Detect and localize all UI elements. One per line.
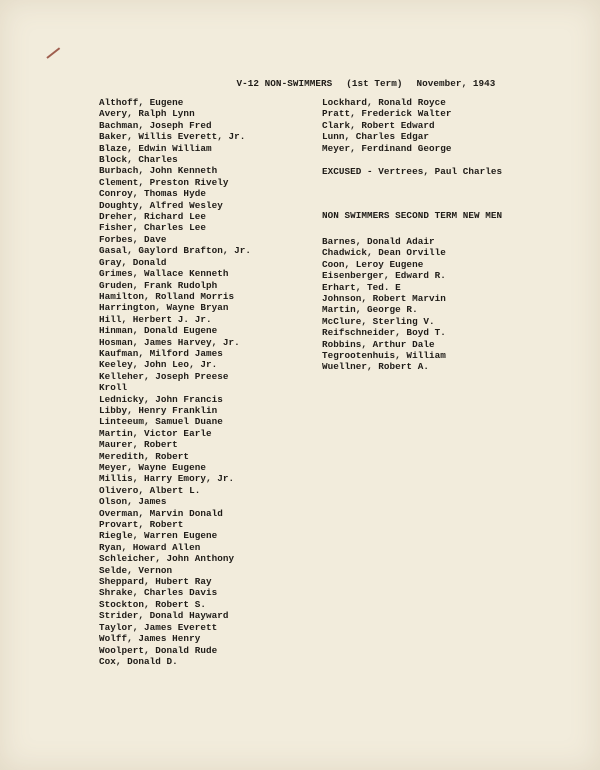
list-item: Riegle, Warren Eugene bbox=[99, 530, 218, 542]
list-item: Hosman, James Harvey, Jr. bbox=[99, 336, 240, 348]
list-item: Olson, James bbox=[99, 496, 167, 508]
list-item: Grimes, Wallace Kenneth bbox=[99, 268, 229, 280]
list-item: Wuellner, Robert A. bbox=[322, 361, 429, 373]
list-item: Hinman, Donald Eugene bbox=[99, 325, 218, 337]
list-item: Robbins, Arthur Dale bbox=[322, 338, 435, 350]
header-term: (1st Term) bbox=[346, 78, 403, 89]
first-term-list-left bbox=[99, 97, 251, 667]
list-item: Maurer, Robert bbox=[99, 439, 178, 451]
list-item: Bachman, Joseph Fred bbox=[99, 119, 212, 131]
list-item: Gasal, Gaylord Brafton, Jr. bbox=[99, 245, 251, 257]
list-item: Pratt, Frederick Walter bbox=[322, 108, 452, 120]
list-item: Hill, Herbert J. Jr. bbox=[99, 313, 212, 325]
list-item: Eisenberger, Edward R. bbox=[322, 270, 446, 282]
pencil-mark bbox=[46, 47, 60, 58]
list-item: Shrake, Charles Davis bbox=[99, 587, 218, 599]
list-item: Selde, Vernon bbox=[99, 564, 173, 576]
list-item: Erhart, Ted. E bbox=[322, 281, 401, 293]
list-item: Lockhard, Ronald Royce bbox=[322, 97, 446, 108]
excused-note: EXCUSED - Vertrees, Paul Charles bbox=[322, 166, 503, 177]
list-item: Clark, Robert Edward bbox=[322, 119, 435, 131]
list-item: Johnson, Robert Marvin bbox=[322, 293, 446, 305]
list-item: McClure, Sterling V. bbox=[322, 315, 435, 327]
list-item: Hamilton, Rolland Morris bbox=[99, 290, 235, 302]
list-item: Cox, Donald D. bbox=[99, 655, 178, 667]
list-item: Burbach, John Kenneth bbox=[99, 165, 218, 177]
list-item: Barnes, Donald Adair bbox=[322, 236, 435, 247]
list-item: Woolpert, Donald Rude bbox=[99, 644, 218, 656]
list-item: Lednicky, John Francis bbox=[99, 393, 223, 405]
list-item: Clement, Preston Rively bbox=[99, 176, 229, 188]
list-item: Doughty, Alfred Wesley bbox=[99, 199, 223, 211]
list-item: Wolff, James Henry bbox=[99, 633, 201, 645]
header-date: November, 1943 bbox=[416, 78, 496, 89]
list-item: Block, Charles bbox=[99, 154, 178, 166]
list-item: Forbes, Dave bbox=[99, 233, 167, 245]
list-item: Provart, Robert bbox=[99, 519, 184, 531]
first-term-list-right bbox=[322, 97, 451, 154]
list-item: Meyer, Wayne Eugene bbox=[99, 462, 206, 473]
second-term-heading: NON SWIMMERS SECOND TERM NEW MEN bbox=[322, 210, 503, 221]
header-title: V-12 NON-SWIMMERS bbox=[236, 78, 333, 89]
list-item: Dreher, Richard Lee bbox=[99, 211, 206, 223]
list-item: Tegrootenhuis, William bbox=[322, 350, 446, 362]
list-item: Keeley, John Leo, Jr. bbox=[99, 359, 218, 371]
list-item: Taylor, James Everett bbox=[99, 621, 218, 633]
list-item: Gray, Donald bbox=[99, 256, 167, 268]
list-item: Overman, Marvin Donald bbox=[99, 507, 223, 519]
list-item: Millis, Harry Emory, Jr. bbox=[99, 473, 235, 485]
list-item: Linteeum, Samuel Duane bbox=[99, 416, 223, 428]
list-item: Chadwick, Dean Orville bbox=[322, 247, 446, 259]
list-item: Libby, Henry Franklin bbox=[99, 404, 218, 416]
list-item: Schleicher, John Anthony bbox=[99, 553, 235, 565]
list-item: Meredith, Robert bbox=[99, 450, 190, 462]
document-header bbox=[214, 67, 495, 100]
list-item: Stockton, Robert S. bbox=[99, 598, 206, 610]
list-item: Baker, Willis Everett, Jr. bbox=[99, 131, 246, 143]
list-item: Blaze, Edwin William bbox=[99, 142, 212, 154]
list-item: Martin, George R. bbox=[322, 304, 418, 316]
list-item: Kelleher, Joseph Preese bbox=[99, 370, 229, 382]
list-item: Meyer, Ferdinand George bbox=[322, 142, 452, 154]
list-item: Althoff, Eugene bbox=[99, 97, 184, 108]
list-item: Gruden, Frank Rudolph bbox=[99, 279, 218, 291]
list-item: Harrington, Wayne Bryan bbox=[99, 302, 229, 314]
list-item: Coon, Leroy Eugene bbox=[322, 258, 424, 270]
list-item: Conroy, Thomas Hyde bbox=[99, 188, 206, 200]
list-item: Avery, Ralph Lynn bbox=[99, 108, 195, 120]
list-item: Martin, Victor Earle bbox=[99, 427, 212, 439]
list-item: Olivero, Albert L. bbox=[99, 484, 201, 496]
list-item: Sheppard, Hubert Ray bbox=[99, 576, 212, 588]
list-item: Lunn, Charles Edgar bbox=[322, 131, 429, 143]
list-item: Ryan, Howard Allen bbox=[99, 541, 201, 553]
list-item: Kaufman, Milford James bbox=[99, 347, 223, 359]
second-term-list bbox=[322, 236, 446, 373]
list-item: Strider, Donald Hayward bbox=[99, 610, 229, 622]
list-item: Fisher, Charles Lee bbox=[99, 222, 206, 234]
list-item: Kroll bbox=[99, 382, 128, 394]
list-item: Reifschneider, Boyd T. bbox=[322, 327, 446, 339]
